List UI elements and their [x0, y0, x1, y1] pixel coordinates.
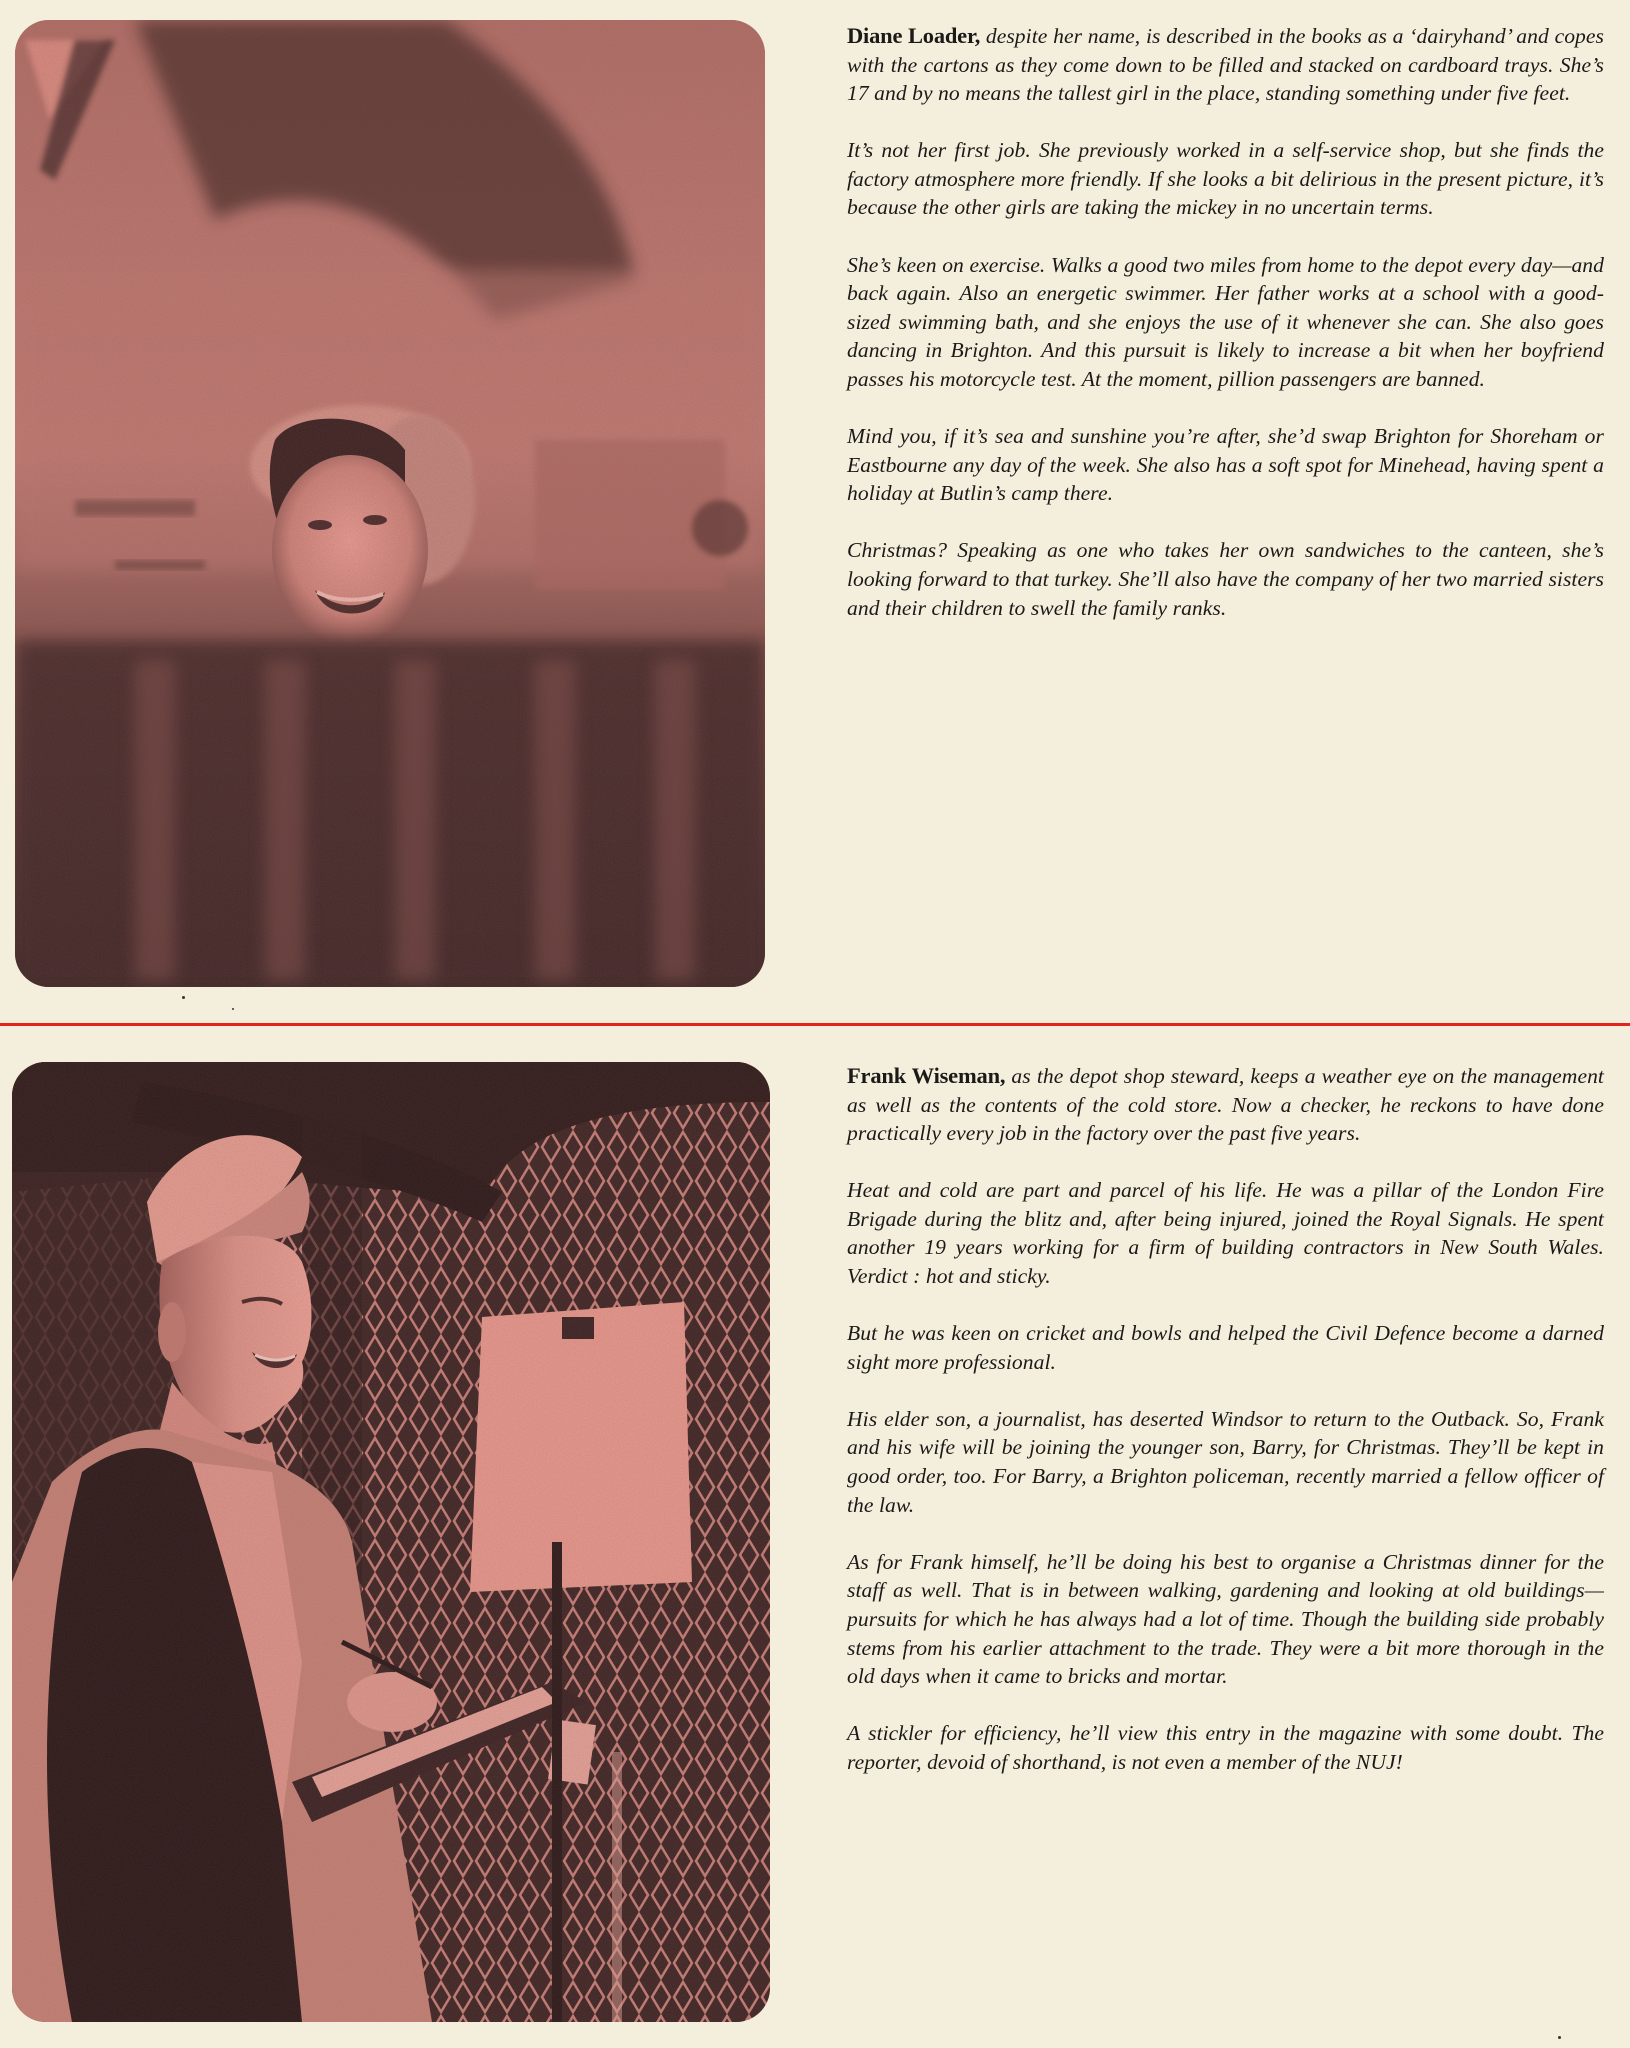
person-name: Frank Wiseman,: [847, 1063, 1006, 1088]
paragraph: Diane Loader, despite her name, is described in the books as a ‘dairyhand’ and copes with the cartons as they come down to be filled and stacked on cardboard trays. She’s 17 and by no means the tallest girl in the place, standing something under five feet.: [847, 23, 1604, 106]
duotone-photo-man-icon: [12, 1062, 770, 2022]
photo-diane-loader: [15, 20, 765, 987]
section-divider: [0, 1023, 1630, 1026]
photo-frank-wiseman: [12, 1062, 770, 2022]
paragraph: She’s keen on exercise. Walks a good two miles from home to the depot every day—and back again. Also an energetic swimmer. Her father works at a school with a good-sized swimming bath, and she enjoys the use of it whenever she can. She also goes dancing in Brighton. And this pursuit is likely to increase a bit when her boyfriend passes his motorcycle test. At the moment, pillion passengers are banned.: [847, 252, 1604, 391]
person-name: Diane Loader,: [847, 23, 981, 48]
paragraph: Heat and cold are part and parcel of his life. He was a pillar of the London Fire Brigade during the blitz and, after being injured, joined the Royal Signals. He spent another 19 years working for a firm of building contractors in New South Wales. Verdict : hot and sticky.: [847, 1178, 1604, 1289]
paragraph: His elder son, a journalist, has deserted Windsor to return to the Outback. So, Frank and his wife will be joining the younger son, Barry, for Christmas. They’ll be kept in good order, too. For Barry, a Brighton policeman, recently married a fellow officer of the law.: [847, 1406, 1604, 1517]
paragraph: Christmas? Speaking as one who takes her own sandwiches to the canteen, she’s looking forward to that turkey. She’ll also have the company of her two married sisters and their children to swell the family ranks.: [847, 538, 1604, 620]
article-diane-loader: [847, 22, 1604, 651]
print-speck: [182, 996, 185, 999]
paragraph: But he was keen on cricket and bowls and helped the Civil Defence become a darned sight more professional.: [847, 1321, 1604, 1374]
paragraph: Frank Wiseman, as the depot shop steward, keeps a weather eye on the management as well as the contents of the cold store. Now a checker, he reckons to have done practically every job in the factory over the past five years.: [847, 1063, 1604, 1146]
paragraph: It’s not her first job. She previously worked in a self-service shop, but she finds the factory atmosphere more friendly. If she looks a bit delirious in the present picture, it’s because the other girls are taking the mickey in no uncertain terms.: [847, 138, 1604, 220]
duotone-photo-woman-icon: [15, 20, 765, 987]
paragraph: A stickler for efficiency, he’ll view this entry in the magazine with some doubt. The reporter, devoid of shorthand, is not even a member of the NUJ!: [847, 1721, 1604, 1774]
print-speck: [1558, 2036, 1561, 2039]
paragraph: As for Frank himself, he’ll be doing his best to organise a Christmas dinner for the staff as well. That is in between walking, gardening and looking at old buildings—pursuits for which he has always had a lot of time. Though the building side probably stems from his earlier attachment to the trade. They were a bit more thorough in the old days when it came to bricks and mortar.: [847, 1549, 1604, 1689]
paragraph: Mind you, if it’s sea and sunshine you’re after, she’d swap Brighton for Shoreham or Eastbourne any day of the week. She also has a soft spot for Minehead, having spent a holiday at Butlin’s camp there.: [847, 424, 1604, 506]
article-frank-wiseman: [847, 1062, 1604, 1805]
print-speck: [232, 1008, 234, 1010]
